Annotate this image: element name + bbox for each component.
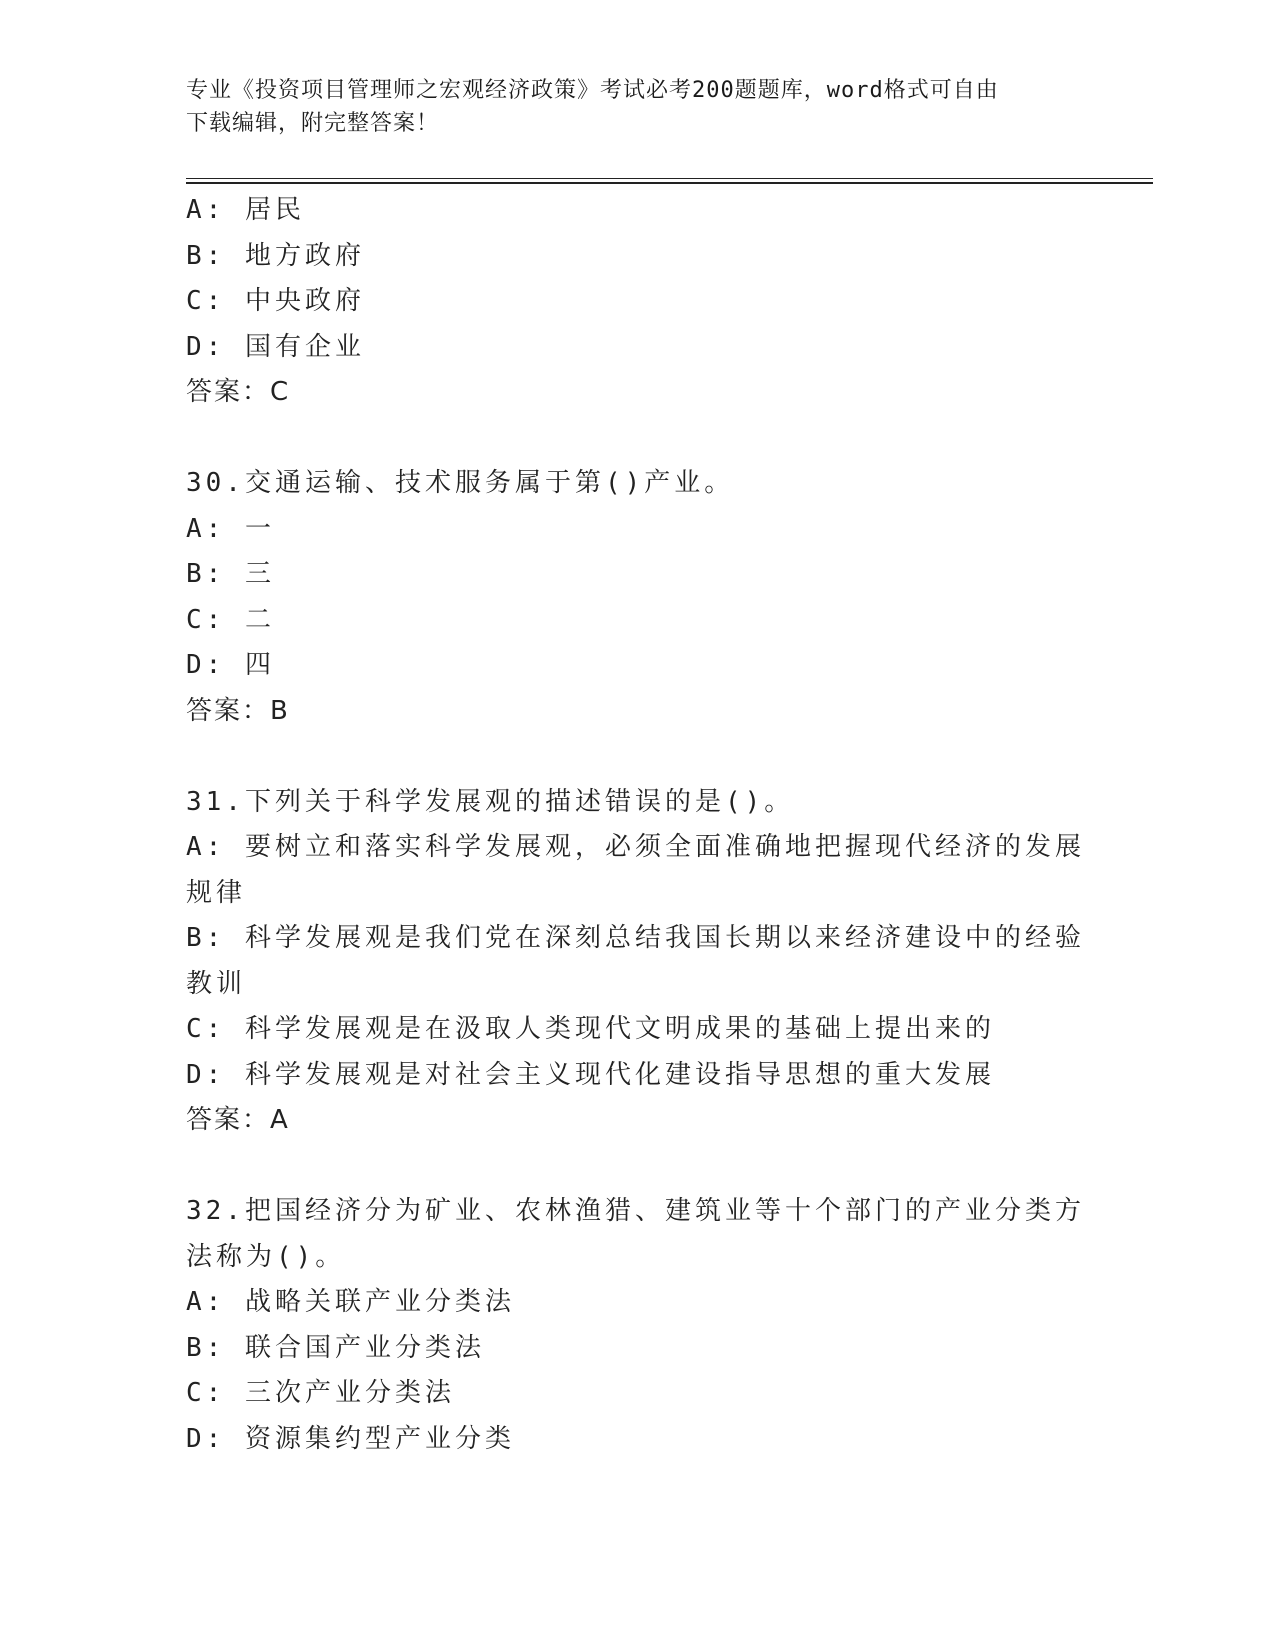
- option-c: C: 二: [186, 604, 275, 635]
- question-text: 31.下列关于科学发展观的描述错误的是()。: [186, 786, 795, 817]
- question-text: 32.把国经济分为矿业、农林渔猎、建筑业等十个部门的产业分类方法称为()。: [186, 1196, 1085, 1272]
- option-b: B: 科学发展观是我们党在深刻总结我国长期以来经济建设中的经验教训: [186, 923, 1085, 999]
- question-list: [186, 188, 1086, 1462]
- header-divider-bottom: [186, 182, 1153, 184]
- option-d: D: 资源集约型产业分类: [186, 1423, 515, 1454]
- option-d: D: 国有企业: [186, 331, 365, 362]
- question-31: [186, 780, 1086, 1144]
- option-b: B: 联合国产业分类法: [186, 1332, 485, 1363]
- document-header: [186, 74, 1066, 140]
- option-a: A: 要树立和落实科学发展观，必须全面准确地把握现代经济的发展规律: [186, 832, 1085, 908]
- header-line-2: 下载编辑，附完整答案！: [186, 111, 440, 136]
- question-32: [186, 1189, 1086, 1462]
- spacer: [186, 416, 1086, 462]
- option-c: C: 三次产业分类法: [186, 1378, 455, 1408]
- spacer: [186, 734, 1086, 780]
- option-c: C: 科学发展观是在汲取人类现代文明成果的基础上提出来的: [186, 1014, 995, 1044]
- option-d: D: 科学发展观是对社会主义现代化建设指导思想的重大发展: [186, 1059, 995, 1090]
- option-d: D: 四: [186, 650, 275, 680]
- option-b: B: 三: [186, 559, 275, 589]
- option-a: A: 战略关联产业分类法: [186, 1287, 515, 1317]
- header-divider-top: [186, 178, 1153, 179]
- answer-line: 答案：A: [186, 1105, 290, 1135]
- option-a: A: 一: [186, 513, 275, 544]
- option-c: C: 中央政府: [186, 286, 365, 316]
- option-a: A: 居民: [186, 195, 305, 225]
- option-b: B: 地方政府: [186, 240, 365, 271]
- answer-line: 答案：B: [186, 695, 290, 726]
- question-30: [186, 461, 1086, 734]
- spacer: [186, 1144, 1086, 1190]
- answer-line: 答案：C: [186, 377, 291, 407]
- question-text: 30.交通运输、技术服务属于第()产业。: [186, 468, 735, 498]
- question-29: [186, 188, 1086, 416]
- header-line-1: 专业《投资项目管理师之宏观经济政策》考试必考200题题库，word格式可自由: [186, 78, 999, 103]
